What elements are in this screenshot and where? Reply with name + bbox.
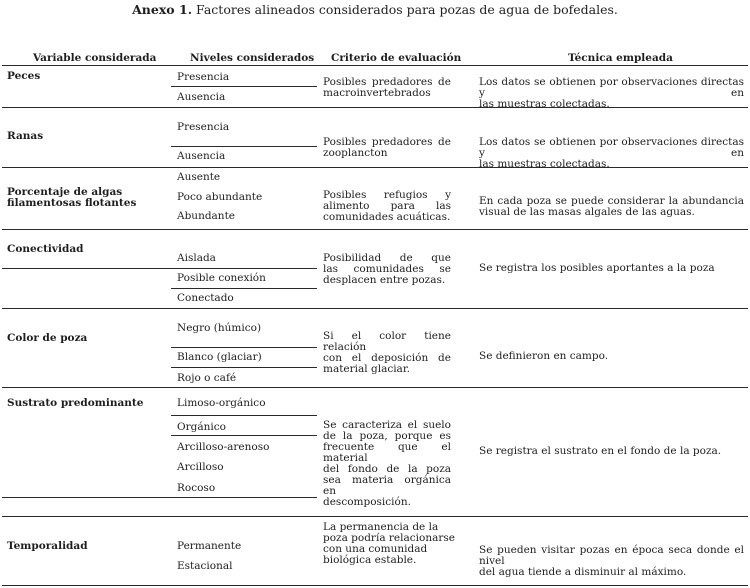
level-aislada: Aislada: [177, 252, 216, 264]
criterio-algas: Posibles refugios y alimento para las comunidades acuáticas.: [323, 189, 451, 224]
tecnica-algas: En cada poza se puede considerar la abundancia visual de las masas algales de las aguas.: [479, 195, 744, 219]
row-divider: [2, 387, 748, 388]
header-variable: Variable considerada: [33, 52, 157, 64]
level-divider: [2, 268, 317, 269]
level-divider: [171, 367, 317, 368]
level-rojo-cafe: Rojo o café: [177, 372, 237, 384]
tecnica-ranas: Los datos se obtienen por observaciones directas y en las muestras colectadas.: [479, 136, 744, 171]
level-blanco: Blanco (glaciar): [177, 351, 262, 363]
level-ausencia: Ausencia: [177, 91, 226, 103]
row-divider: [2, 516, 748, 517]
criterio-peces: Posibles predadores de macroinvertebrados: [323, 76, 451, 100]
level-ausencia: Ausencia: [177, 150, 226, 162]
level-estacional: Estacional: [177, 560, 233, 572]
table-caption: [0, 2, 750, 17]
variable-algas: Porcentaje de algas filamentosas flotantes: [7, 186, 137, 210]
criterio-ranas: Posibles predadores de zooplancton: [323, 136, 451, 160]
level-divider: [171, 415, 317, 416]
level-divider: [171, 288, 317, 289]
level-divider: [171, 347, 317, 348]
criterio-conectividad: Posibilidad de que las comunidades se desplacen entre pozas.: [323, 252, 451, 287]
level-organico: Orgánico: [177, 421, 226, 433]
variable-temporalidad: Temporalidad: [7, 540, 88, 552]
caption-text: Factores alineados considerados para pozas de agua de bofedales.: [196, 2, 618, 17]
tecnica-sustrato: Se registra el sustrato en el fondo de la poza.: [479, 445, 722, 457]
header-tecnica: Técnica empleada: [568, 52, 673, 64]
level-negro: Negro (húmico): [177, 322, 262, 334]
level-presencia: Presencia: [177, 121, 230, 133]
level-arcilloso: Arcilloso: [177, 461, 224, 473]
variable-ranas: Ranas: [7, 130, 44, 142]
level-abundante: Abundante: [177, 210, 236, 222]
tecnica-color-poza: Se definieron en campo.: [479, 350, 609, 362]
tecnica-conectividad: Se registra los posibles aportantes a la poza: [479, 262, 715, 274]
level-ausente: Ausente: [177, 171, 221, 183]
level-divider: [171, 146, 317, 147]
variable-conectividad: Conectividad: [7, 243, 84, 255]
variable-sustrato: Sustrato predominante: [7, 397, 144, 409]
caption-label: Anexo 1.: [132, 2, 193, 17]
variable-color-poza: Color de poza: [7, 332, 88, 344]
level-rocoso: Rocoso: [177, 482, 216, 494]
level-presencia: Presencia: [177, 71, 230, 83]
level-divider: [2, 497, 317, 498]
level-poco-abundante: Poco abundante: [177, 191, 263, 203]
level-divider: [171, 86, 317, 87]
criterio-sustrato: Se caracteriza el suelo de la poza, porque es frecuente que el material del fondo de la poza sea materia orgánica en descomposición.: [323, 419, 451, 509]
variable-peces: Peces: [7, 70, 41, 82]
header-niveles: Niveles considerados: [190, 52, 315, 64]
level-conectado: Conectado: [177, 292, 234, 304]
tecnica-peces: Los datos se obtienen por observaciones directas y en las muestras colectadas.: [479, 76, 744, 111]
level-arcilloso-arenoso: Arcilloso-arenoso: [177, 441, 270, 453]
criterio-temporalidad: La permanencia de la poza podría relacionarse con una comunidad biológica estable.: [323, 521, 455, 567]
tecnica-temporalidad: Se pueden visitar pozas en época seca donde el nivel del agua tiende a disminuir al máximo.: [479, 544, 744, 579]
level-limoso-organico: Limoso-orgánico: [177, 397, 266, 409]
row-divider: [2, 308, 748, 309]
table-bottom-rule: [2, 585, 748, 586]
header-criterio: Criterio de evaluación: [331, 52, 462, 64]
level-divider: [171, 435, 317, 436]
row-divider: [2, 229, 748, 230]
level-permanente: Permanente: [177, 540, 242, 552]
criterio-color-poza: Si el color tiene relación con el deposición de material glaciar.: [323, 330, 451, 376]
level-posible-conexion: Posible conexión: [177, 272, 266, 284]
header-rule: [2, 65, 748, 66]
